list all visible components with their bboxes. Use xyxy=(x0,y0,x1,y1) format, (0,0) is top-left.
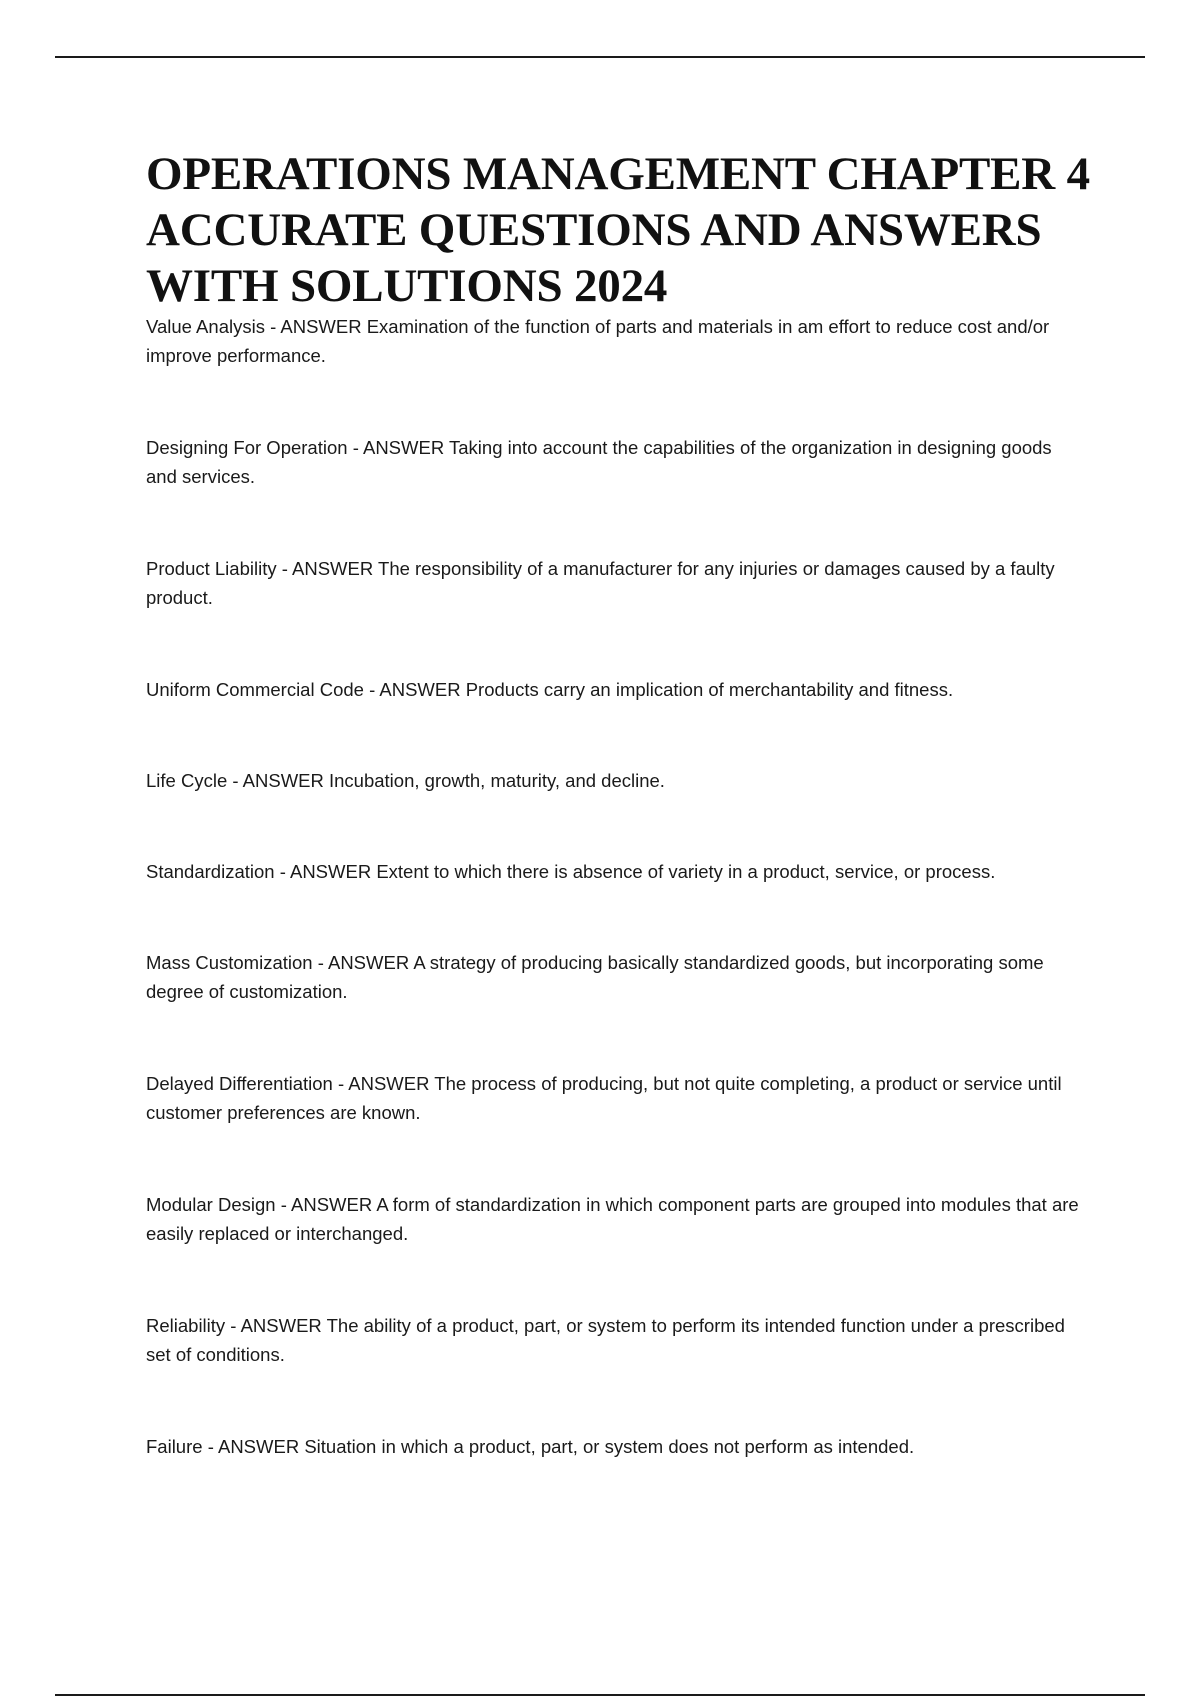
answer-separator: - ANSWER xyxy=(274,861,377,882)
qa-term: Mass Customization xyxy=(146,952,313,973)
qa-term: Value Analysis xyxy=(146,316,265,337)
qa-term: Reliability xyxy=(146,1315,226,1336)
qa-item xyxy=(146,312,1086,433)
qa-item xyxy=(146,857,1086,948)
answer-separator: - ANSWER xyxy=(227,770,329,791)
answer-separator: - ANSWER xyxy=(202,1436,305,1457)
qa-item xyxy=(146,433,1086,554)
qa-item xyxy=(146,1311,1086,1432)
qa-term: Standardization xyxy=(146,861,275,882)
answer-separator: - ANSWER xyxy=(276,558,379,579)
qa-answer: Incubation, growth, maturity, and decline. xyxy=(329,770,665,791)
qa-term: Modular Design xyxy=(146,1194,276,1215)
qa-term: Product Liability xyxy=(146,558,277,579)
qa-item xyxy=(146,1190,1086,1311)
qa-answer: A strategy of producing basically standardized goods, but incorporating some degree of customization. xyxy=(146,952,1044,1002)
qa-answer: Situation in which a product, part, or system does not perform as intended. xyxy=(304,1436,915,1457)
bottom-rule xyxy=(55,1694,1145,1696)
qa-answer: A form of standardization in which component parts are grouped into modules that are easily replaced or interchanged. xyxy=(146,1194,1079,1244)
qa-answer: Products carry an implication of merchantability and fitness. xyxy=(465,679,954,700)
qa-answer: Examination of the function of parts and materials in am effort to reduce cost and/or improve performance. xyxy=(146,316,1050,366)
answer-separator: - ANSWER xyxy=(225,1315,327,1336)
document-title: OPERATIONS MANAGEMENT CHAPTER 4 ACCURATE QUESTIONS AND ANSWERS WITH SOLUTIONS 2024 xyxy=(146,148,1090,312)
qa-term: Delayed Differentiation xyxy=(146,1073,333,1094)
answer-separator: - ANSWER xyxy=(264,316,367,337)
top-rule xyxy=(55,56,1145,58)
qa-item xyxy=(146,1069,1086,1190)
qa-item xyxy=(146,675,1086,766)
qa-term: Life Cycle xyxy=(146,770,228,791)
qa-term: Designing For Operation xyxy=(146,437,348,458)
qa-item xyxy=(146,766,1086,857)
answer-separator: - ANSWER xyxy=(312,952,414,973)
qa-answer: Extent to which there is absence of variety in a product, service, or process. xyxy=(376,861,996,882)
qa-term: Uniform Commercial Code xyxy=(146,679,364,700)
answer-separator: - ANSWER xyxy=(275,1194,377,1215)
qa-item xyxy=(146,554,1086,675)
qa-item xyxy=(146,1432,1086,1523)
qa-answer: The process of producing, but not quite completing, a product or service until customer preferences are known. xyxy=(146,1073,1062,1123)
answer-separator: - ANSWER xyxy=(332,1073,435,1094)
answer-separator: - ANSWER xyxy=(347,437,449,458)
qa-answer: The responsibility of a manufacturer for any injuries or damages caused by a faulty product. xyxy=(146,558,1055,608)
qa-term: Failure xyxy=(146,1436,203,1457)
qa-answer: Taking into account the capabilities of the organization in designing goods and services. xyxy=(146,437,1052,487)
qa-list xyxy=(146,312,1086,1523)
answer-separator: - ANSWER xyxy=(363,679,466,700)
qa-answer: The ability of a product, part, or system to perform its intended function under a prescribed set of conditions. xyxy=(146,1315,1065,1365)
qa-item xyxy=(146,948,1086,1069)
